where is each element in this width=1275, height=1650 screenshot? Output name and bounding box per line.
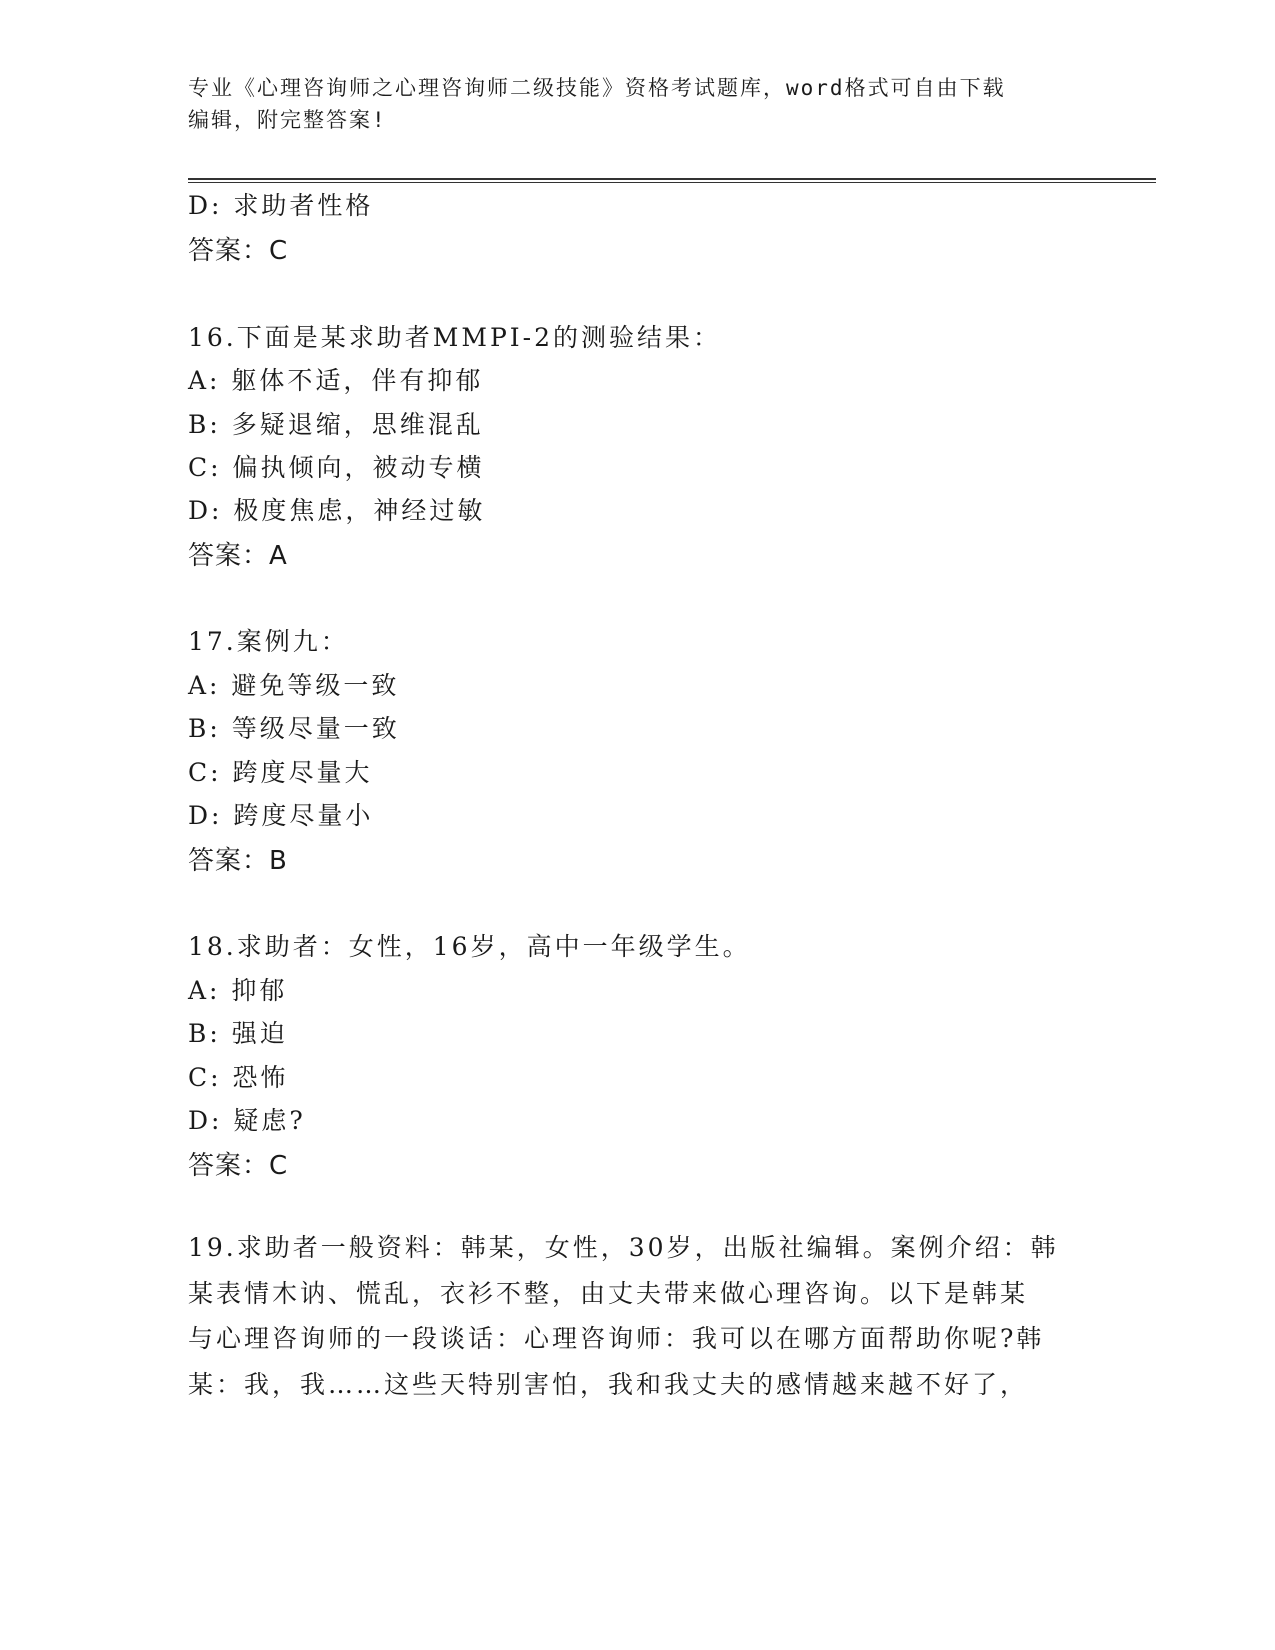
q15-answer: 答案：C [188, 236, 289, 266]
q18-option-a: A: 抑郁 [188, 976, 288, 1005]
q16-option-d: D: 极度焦虑，神经过敏 [188, 496, 486, 525]
header-line-1: 专业《心理咨询师之心理咨询师二级技能》资格考试题库，word格式可自由下载 [188, 76, 1006, 100]
q17-option-b: B: 等级尽量一致 [188, 714, 400, 743]
q18-option-c: C: 恐怖 [188, 1063, 289, 1092]
q16-question: 16.下面是某求助者MMPI-2的测验结果： [188, 323, 722, 352]
q18-option-d: D: 疑虑? [188, 1106, 306, 1135]
q15-option-d: D: 求助者性格 [188, 191, 374, 220]
q19-line-3: 与心理咨询师的一段谈话：心理咨询师：我可以在哪方面帮助你呢?韩 [188, 1324, 1045, 1353]
q19-line-4: 某：我，我……这些天特别害怕，我和我丈夫的感情越来越不好了， [188, 1369, 1029, 1399]
header-divider [188, 178, 1156, 183]
q17-option-c: C: 跨度尽量大 [188, 758, 373, 787]
q18-option-b: B: 强迫 [188, 1019, 288, 1048]
q16-option-a: A: 躯体不适，伴有抑郁 [188, 366, 484, 395]
q19-line-2: 某表情木讷、慌乱，衣衫不整，由丈夫带来做心理咨询。以下是韩某 [188, 1278, 1029, 1308]
q19-question [188, 1225, 1088, 1407]
header-line-2: 编辑，附完整答案! [188, 108, 387, 132]
q18-answer: 答案：C [188, 1151, 289, 1181]
q17-answer: 答案：B [188, 846, 288, 876]
q19-line-1: 19.求助者一般资料：韩某，女性，30岁，出版社编辑。案例介绍：韩 [188, 1233, 1059, 1262]
q16-answer: 答案：A [188, 541, 288, 571]
q17-option-a: A: 避免等级一致 [188, 671, 400, 700]
q17-question: 17.案例九： [188, 627, 349, 656]
q16-option-c: C: 偏执倾向，被动专横 [188, 453, 485, 482]
q16-option-b: B: 多疑退缩，思维混乱 [188, 410, 484, 439]
q18-question: 18.求助者：女性，16岁，高中一年级学生。 [188, 932, 751, 961]
q17-option-d: D: 跨度尽量小 [188, 801, 374, 830]
document-header [188, 72, 1088, 136]
